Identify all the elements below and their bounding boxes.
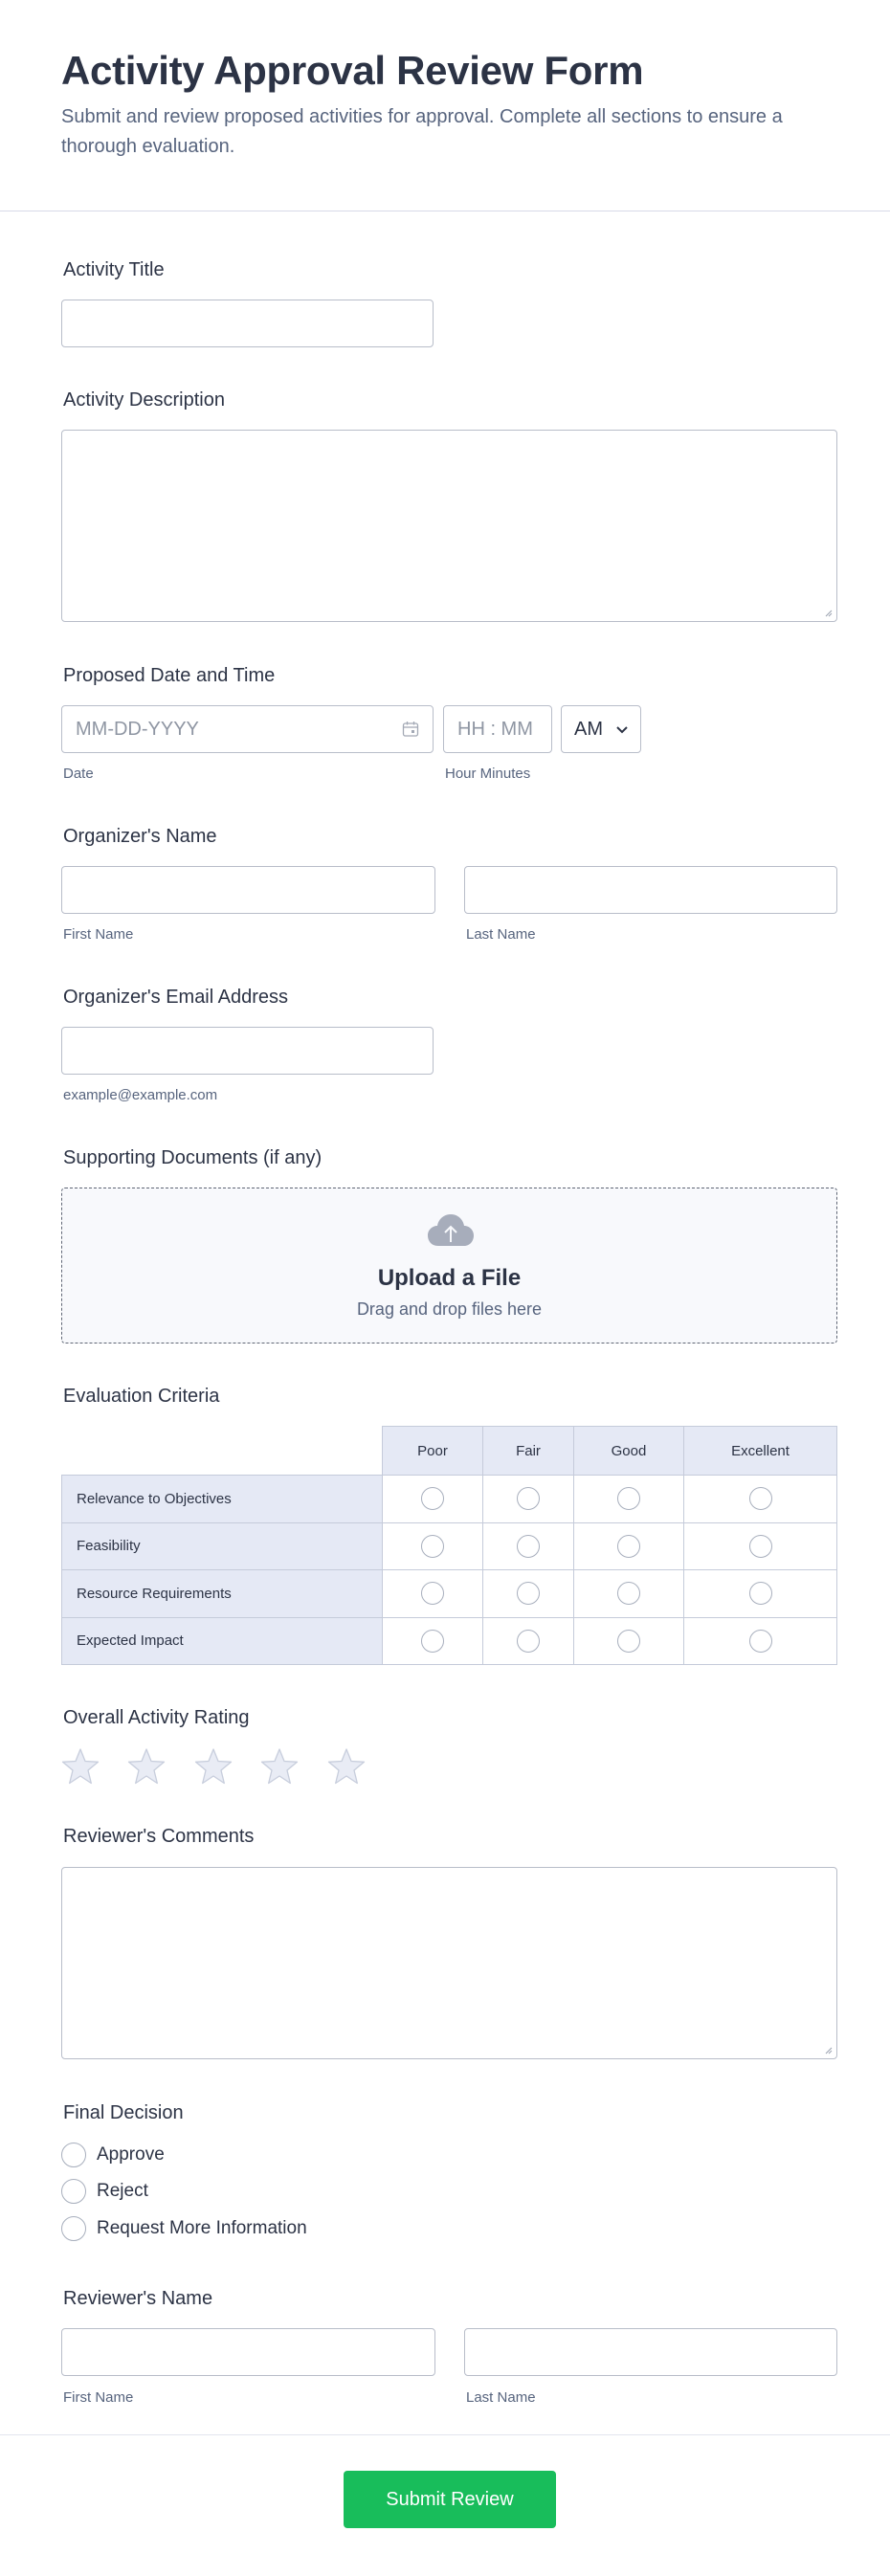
matrix-radio[interactable] bbox=[421, 1487, 444, 1510]
organizer-last-name-sublabel: Last Name bbox=[466, 926, 536, 943]
supporting-documents-label: Supporting Documents (if any) bbox=[63, 1147, 323, 1168]
chevron-down-icon bbox=[615, 725, 629, 735]
overall-rating-label: Overall Activity Rating bbox=[63, 1707, 250, 1728]
matrix-radio[interactable] bbox=[517, 1535, 540, 1558]
time-input[interactable] bbox=[443, 705, 552, 753]
star-icon[interactable] bbox=[61, 1747, 100, 1786]
matrix-row bbox=[62, 1476, 837, 1523]
decision-option-label: Reject bbox=[97, 2181, 148, 2201]
upload-hint: Drag and drop files here bbox=[356, 1299, 543, 1319]
date-placeholder: MM-DD-YYYY bbox=[76, 719, 199, 740]
matrix-radio[interactable] bbox=[617, 1582, 640, 1605]
reviewer-comments-textarea[interactable] bbox=[61, 1867, 837, 2059]
proposed-datetime-label: Proposed Date and Time bbox=[63, 665, 276, 686]
matrix-corner bbox=[62, 1427, 383, 1476]
time-sublabel: Hour Minutes bbox=[445, 766, 531, 782]
matrix-row-label: Expected Impact bbox=[62, 1617, 383, 1665]
radio-button[interactable] bbox=[61, 2216, 86, 2241]
matrix-radio[interactable] bbox=[421, 1582, 444, 1605]
cloud-upload-icon bbox=[427, 1213, 475, 1248]
matrix-radio[interactable] bbox=[617, 1630, 640, 1653]
matrix-radio[interactable] bbox=[749, 1630, 772, 1653]
date-sublabel: Date bbox=[63, 766, 94, 782]
reviewer-first-name-input[interactable] bbox=[61, 2328, 435, 2376]
reviewer-last-name-input[interactable] bbox=[464, 2328, 837, 2376]
matrix-column-header: Poor bbox=[383, 1427, 483, 1476]
reviewer-last-name-sublabel: Last Name bbox=[466, 2389, 536, 2406]
reviewer-comments-label: Reviewer's Comments bbox=[63, 1826, 255, 1847]
upload-title: Upload a File bbox=[377, 1265, 522, 1291]
form-header bbox=[0, 0, 890, 211]
radio-button[interactable] bbox=[61, 2143, 86, 2167]
footer-divider bbox=[0, 2434, 890, 2435]
reviewer-first-name-sublabel: First Name bbox=[63, 2389, 134, 2406]
matrix-radio[interactable] bbox=[421, 1630, 444, 1653]
organizer-last-name-input[interactable] bbox=[464, 866, 837, 914]
evaluation-matrix bbox=[61, 1426, 837, 1665]
matrix-row-label: Resource Requirements bbox=[62, 1570, 383, 1618]
matrix-radio[interactable] bbox=[749, 1535, 772, 1558]
star-rating bbox=[61, 1747, 389, 1790]
page-title: Activity Approval Review Form bbox=[61, 48, 644, 93]
reviewer-name-label: Reviewer's Name bbox=[63, 2288, 213, 2309]
activity-description-textarea[interactable] bbox=[61, 430, 837, 622]
matrix-column-header: Excellent bbox=[684, 1427, 837, 1476]
matrix-radio[interactable] bbox=[749, 1582, 772, 1605]
submit-button[interactable]: Submit Review bbox=[344, 2471, 556, 2528]
organizer-email-label: Organizer's Email Address bbox=[63, 987, 289, 1008]
evaluation-criteria-label: Evaluation Criteria bbox=[63, 1386, 220, 1407]
matrix-radio[interactable] bbox=[617, 1487, 640, 1510]
matrix-column-header: Fair bbox=[483, 1427, 574, 1476]
organizer-email-input[interactable] bbox=[61, 1027, 434, 1075]
matrix-row-label: Feasibility bbox=[62, 1522, 383, 1570]
matrix-row bbox=[62, 1617, 837, 1665]
activity-description-label: Activity Description bbox=[63, 389, 225, 411]
matrix-radio[interactable] bbox=[421, 1535, 444, 1558]
star-icon[interactable] bbox=[127, 1747, 166, 1786]
decision-option-label: Approve bbox=[97, 2144, 165, 2165]
matrix-radio[interactable] bbox=[749, 1487, 772, 1510]
ampm-value: AM bbox=[574, 719, 603, 740]
activity-title-input[interactable] bbox=[61, 300, 434, 347]
radio-button[interactable] bbox=[61, 2179, 86, 2204]
star-icon[interactable] bbox=[194, 1747, 233, 1786]
time-placeholder: HH : MM bbox=[457, 719, 533, 740]
organizer-email-sublabel: example@example.com bbox=[63, 1087, 218, 1103]
matrix-radio[interactable] bbox=[517, 1582, 540, 1605]
resize-handle-icon[interactable] bbox=[823, 2045, 833, 2054]
ampm-select[interactable] bbox=[561, 705, 641, 753]
matrix-row bbox=[62, 1522, 837, 1570]
matrix-column-header: Good bbox=[574, 1427, 684, 1476]
matrix-radio[interactable] bbox=[517, 1630, 540, 1653]
file-upload-dropzone[interactable] bbox=[61, 1188, 837, 1344]
star-icon[interactable] bbox=[260, 1747, 299, 1786]
final-decision-label: Final Decision bbox=[63, 2102, 184, 2123]
resize-handle-icon[interactable] bbox=[823, 608, 833, 617]
calendar-icon[interactable] bbox=[402, 721, 419, 738]
organizer-first-name-input[interactable] bbox=[61, 866, 435, 914]
organizer-name-label: Organizer's Name bbox=[63, 826, 217, 847]
matrix-radio[interactable] bbox=[517, 1487, 540, 1510]
activity-title-label: Activity Title bbox=[63, 259, 165, 280]
decision-option-label: Request More Information bbox=[97, 2218, 307, 2238]
page-subtitle: Submit and review proposed activities for approval. Complete all sections to ensure a thorough evaluation. bbox=[61, 106, 783, 157]
organizer-first-name-sublabel: First Name bbox=[63, 926, 134, 943]
matrix-row bbox=[62, 1570, 837, 1618]
matrix-row-label: Relevance to Objectives bbox=[62, 1476, 383, 1523]
star-icon[interactable] bbox=[327, 1747, 366, 1786]
date-input[interactable] bbox=[61, 705, 434, 753]
matrix-radio[interactable] bbox=[617, 1535, 640, 1558]
